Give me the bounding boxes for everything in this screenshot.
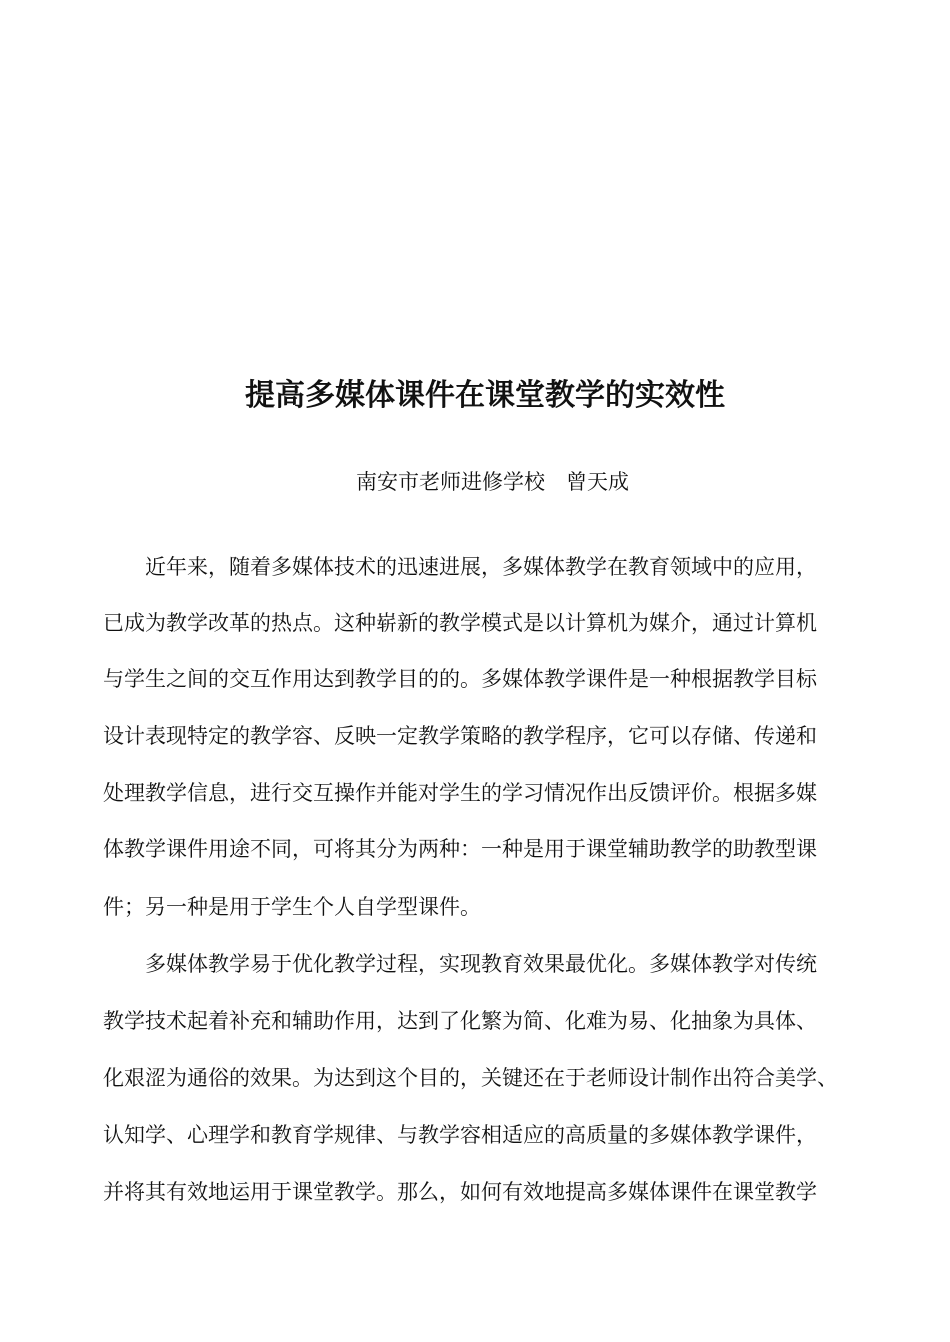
paragraph-1-line-3: 与学生之间的交互作用达到教学目的的。多媒体教学课件是一种根据教学目标 [103,667,817,691]
paragraph-1-line-4: 设计表现特定的教学容、反映一定教学策略的教学程序，它可以存储、传递和 [103,724,817,748]
paragraph-2-line-5: 并将其有效地运用于课堂教学。那么，如何有效地提高多媒体课件在课堂教学 [103,1180,817,1204]
paragraph-2-line-3: 化艰涩为通俗的效果。为达到这个目的，关键还在于老师设计制作出符合美学、 [103,1066,838,1090]
paragraph-2-line-2: 教学技术起着补充和辅助作用，达到了化繁为简、化难为易、化抽象为具体、 [103,1009,817,1033]
paragraph-1-line-2: 已成为教学改革的热点。这种崭新的教学模式是以计算机为媒介，通过计算机 [103,611,817,635]
paragraph-1-line-1: 近年来，随着多媒体技术的迅速进展，多媒体教学在教育领域中的应用， [145,555,817,579]
paragraph-1-line-7: 件；另一种是用于学生个人自学型课件。 [103,895,481,919]
document-title: 提高多媒体课件在课堂教学的实效性 [245,378,725,413]
paragraph-1-line-6: 体教学课件用途不同，可将其分为两种：一种是用于课堂辅助教学的助教型课 [103,837,817,861]
paragraph-1-line-5: 处理教学信息，进行交互操作并能对学生的学习情况作出反馈评价。根据多媒 [103,781,817,805]
paragraph-2-line-4: 认知学、心理学和教育学规律、与教学容相适应的高质量的多媒体教学课件， [103,1123,817,1147]
author-line: 南安市老师进修学校 曾天成 [356,470,629,494]
paragraph-2-line-1: 多媒体教学易于优化教学过程，实现教育效果最优化。多媒体教学对传统 [145,952,817,976]
